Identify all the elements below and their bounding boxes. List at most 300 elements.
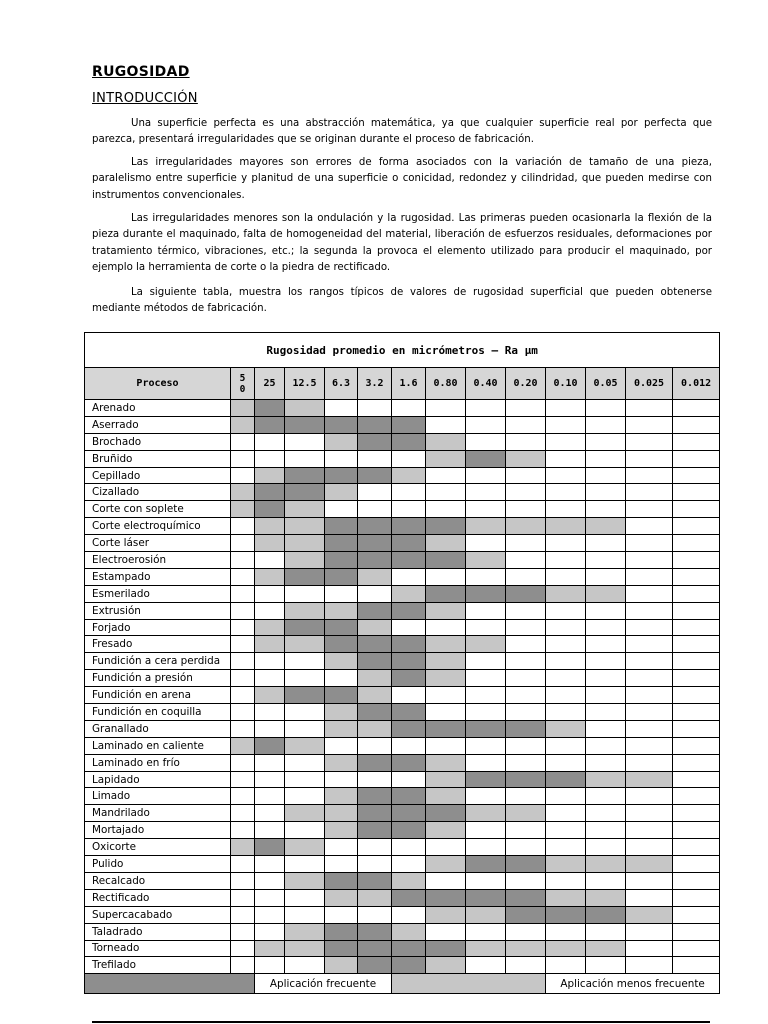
table-row [85,754,720,771]
cell-empty [506,501,546,518]
cell-empty [626,568,673,585]
cell-frequent [358,602,392,619]
cell-empty [673,416,720,433]
process-name: Estampado [85,568,231,585]
cell-frequent [285,467,325,484]
cell-empty [231,771,255,788]
table-row [85,484,720,501]
cell-empty [466,400,506,417]
cell-empty [546,636,586,653]
cell-frequent [358,535,392,552]
cell-frequent [325,518,358,535]
table-row [85,416,720,433]
cell-empty [255,771,285,788]
cell-less-frequent [325,754,358,771]
cell-empty [673,552,720,569]
cell-empty [673,720,720,737]
cell-less-frequent [231,839,255,856]
cell-empty [255,872,285,889]
cell-frequent [466,585,506,602]
cell-empty [626,416,673,433]
cell-less-frequent [285,400,325,417]
cell-empty [586,670,626,687]
cell-empty [586,805,626,822]
cell-less-frequent [285,839,325,856]
table-row [85,433,720,450]
cell-frequent [426,805,466,822]
cell-less-frequent [325,788,358,805]
cell-frequent [285,484,325,501]
cell-empty [358,400,392,417]
cell-frequent [426,940,466,957]
table-row [85,400,720,417]
cell-empty [546,805,586,822]
cell-less-frequent [358,670,392,687]
cell-frequent [392,602,426,619]
cell-empty [673,585,720,602]
cell-empty [626,467,673,484]
cell-empty [626,518,673,535]
cell-less-frequent [426,450,466,467]
cell-empty [231,636,255,653]
cell-empty [392,771,426,788]
cell-frequent [466,856,506,873]
column-header: 0.20 [506,368,546,400]
cell-empty [426,839,466,856]
column-header: 0.012 [673,368,720,400]
cell-empty [231,704,255,721]
cell-less-frequent [285,940,325,957]
cell-frequent [325,636,358,653]
cell-empty [586,872,626,889]
cell-frequent [358,704,392,721]
cell-less-frequent [426,957,466,974]
cell-empty [546,754,586,771]
table-row [85,906,720,923]
cell-empty [285,450,325,467]
cell-empty [626,788,673,805]
process-name: Fundición en arena [85,687,231,704]
table-row [85,889,720,906]
cell-less-frequent [325,704,358,721]
cell-frequent [325,467,358,484]
process-name: Mortajado [85,822,231,839]
cell-empty [586,619,626,636]
cell-empty [231,720,255,737]
cell-empty [546,653,586,670]
cell-empty [392,856,426,873]
cell-empty [285,906,325,923]
cell-less-frequent [285,737,325,754]
cell-empty [506,467,546,484]
cell-empty [466,923,506,940]
column-header: 3.2 [358,368,392,400]
table-row [85,957,720,974]
cell-less-frequent [426,771,466,788]
cell-less-frequent [546,518,586,535]
cell-frequent [358,822,392,839]
cell-empty [586,839,626,856]
cell-empty [626,636,673,653]
cell-empty [358,771,392,788]
cell-less-frequent [426,906,466,923]
cell-empty [285,704,325,721]
process-name: Cizallado [85,484,231,501]
cell-empty [586,450,626,467]
process-name: Arenado [85,400,231,417]
process-name: Torneado [85,940,231,957]
cell-empty [231,754,255,771]
cell-empty [586,467,626,484]
cell-frequent [255,416,285,433]
cell-frequent [358,872,392,889]
cell-frequent [358,636,392,653]
cell-empty [546,839,586,856]
cell-empty [231,805,255,822]
cell-empty [546,737,586,754]
cell-empty [466,754,506,771]
cell-empty [285,585,325,602]
column-header: 1.6 [392,368,426,400]
table-row [85,923,720,940]
cell-empty [426,416,466,433]
cell-empty [466,467,506,484]
cell-empty [673,737,720,754]
cell-empty [426,484,466,501]
cell-less-frequent [466,805,506,822]
cell-frequent [255,839,285,856]
cell-empty [546,484,586,501]
cell-empty [325,856,358,873]
cell-empty [506,923,546,940]
cell-empty [466,737,506,754]
cell-empty [392,484,426,501]
cell-empty [466,416,506,433]
cell-frequent [358,552,392,569]
cell-empty [285,720,325,737]
column-header-50 [231,368,255,400]
cell-empty [626,450,673,467]
cell-frequent [392,822,426,839]
cell-less-frequent [231,484,255,501]
table-row [85,602,720,619]
cell-frequent [285,687,325,704]
cell-empty [673,822,720,839]
cell-empty [231,940,255,957]
cell-empty [285,822,325,839]
cell-less-frequent [466,552,506,569]
cell-less-frequent [231,400,255,417]
cell-empty [586,737,626,754]
cell-empty [506,568,546,585]
cell-frequent [586,906,626,923]
cell-empty [255,433,285,450]
column-header-50-bottom: 0 [239,383,246,395]
table-row [85,687,720,704]
cell-empty [255,923,285,940]
table-row [85,585,720,602]
cell-less-frequent [255,535,285,552]
cell-empty [325,450,358,467]
cell-empty [392,687,426,704]
cell-empty [231,822,255,839]
cell-empty [466,501,506,518]
process-name: Corte láser [85,535,231,552]
cell-empty [506,788,546,805]
cell-frequent [392,552,426,569]
process-name: Mandrilado [85,805,231,822]
page-title: RUGOSIDAD [92,64,190,80]
table-row [85,670,720,687]
cell-empty [506,433,546,450]
cell-empty [466,535,506,552]
column-header: 0.10 [546,368,586,400]
cell-empty [546,822,586,839]
cell-frequent [255,484,285,501]
cell-empty [586,400,626,417]
cell-less-frequent [392,872,426,889]
cell-empty [255,450,285,467]
column-header: 0.05 [586,368,626,400]
cell-empty [626,619,673,636]
cell-frequent [255,501,285,518]
cell-empty [358,839,392,856]
cell-empty [285,889,325,906]
cell-empty [626,704,673,721]
cell-empty [546,552,586,569]
cell-empty [325,400,358,417]
cell-empty [586,687,626,704]
cell-frequent [358,416,392,433]
cell-frequent [426,552,466,569]
cell-frequent [325,872,358,889]
cell-empty [586,501,626,518]
cell-empty [626,940,673,957]
table-row [85,822,720,839]
cell-empty [285,653,325,670]
cell-empty [358,906,392,923]
cell-frequent [546,906,586,923]
cell-empty [586,754,626,771]
cell-frequent [392,433,426,450]
cell-empty [255,653,285,670]
cell-empty [506,484,546,501]
cell-less-frequent [285,552,325,569]
cell-frequent [426,889,466,906]
cell-less-frequent [255,619,285,636]
cell-less-frequent [506,518,546,535]
cell-empty [426,568,466,585]
cell-empty [426,704,466,721]
cell-frequent [392,957,426,974]
table-row [85,704,720,721]
cell-empty [466,568,506,585]
cell-frequent [392,704,426,721]
cell-empty [466,687,506,704]
cell-empty [231,467,255,484]
cell-empty [325,839,358,856]
cell-empty [673,535,720,552]
section-heading: INTRODUCCIÓN [92,91,198,106]
cell-empty [546,450,586,467]
cell-empty [255,906,285,923]
cell-empty [325,585,358,602]
cell-empty [673,467,720,484]
cell-empty [231,687,255,704]
cell-less-frequent [231,416,255,433]
cell-empty [673,940,720,957]
process-name: Fundición en coquilla [85,704,231,721]
cell-less-frequent [255,568,285,585]
cell-less-frequent [546,585,586,602]
cell-empty [586,822,626,839]
cell-empty [586,552,626,569]
cell-empty [392,400,426,417]
cell-empty [546,957,586,974]
cell-empty [506,822,546,839]
table-row [85,788,720,805]
process-name: Oxicorte [85,839,231,856]
cell-empty [626,889,673,906]
cell-empty [392,619,426,636]
cell-frequent [426,518,466,535]
cell-less-frequent [426,822,466,839]
cell-empty [506,535,546,552]
cell-empty [506,872,546,889]
table-row [85,501,720,518]
cell-less-frequent [546,856,586,873]
cell-empty [466,433,506,450]
cell-empty [673,872,720,889]
paragraph-4: La siguiente tabla, muestra los rangos típicos de valores de rugosidad superficial que pueden obtenerse mediante métodos de fabricación. [92,287,712,315]
cell-less-frequent [285,923,325,940]
cell-empty [255,720,285,737]
table-row [85,805,720,822]
cell-empty [626,839,673,856]
cell-empty [586,957,626,974]
column-header: 6.3 [325,368,358,400]
cell-empty [626,872,673,889]
cell-less-frequent [358,720,392,737]
cell-empty [546,704,586,721]
paragraph-2: Las irregularidades mayores son errores de forma asociados con la variación de tamaño de una pieza, paralelismo entre superficie y planitud de una superficie o conicidad, redondez y cilindridad, que pueden medirse con instrumentos convencionales. [92,157,712,201]
table-row [85,619,720,636]
cell-empty [466,670,506,687]
cell-frequent [325,619,358,636]
table-row [85,940,720,957]
cell-less-frequent [392,467,426,484]
cell-empty [231,923,255,940]
process-name: Laminado en frío [85,754,231,771]
cell-empty [673,856,720,873]
cell-frequent [392,416,426,433]
cell-empty [255,602,285,619]
cell-empty [586,720,626,737]
cell-empty [673,805,720,822]
cell-frequent [466,450,506,467]
cell-empty [586,416,626,433]
cell-empty [358,585,392,602]
cell-empty [231,568,255,585]
cell-empty [626,602,673,619]
cell-empty [626,535,673,552]
process-name: Electroerosión [85,552,231,569]
cell-empty [506,602,546,619]
cell-empty [546,501,586,518]
cell-empty [673,754,720,771]
cell-empty [506,636,546,653]
legend-less-frequent-swatch [392,974,546,994]
cell-frequent [506,720,546,737]
cell-empty [255,670,285,687]
table-caption: Rugosidad promedio en micrómetros – Ra µm [85,333,720,368]
cell-empty [626,737,673,754]
cell-empty [231,619,255,636]
cell-empty [546,568,586,585]
cell-empty [426,619,466,636]
cell-empty [231,856,255,873]
cell-empty [506,670,546,687]
cell-empty [673,568,720,585]
cell-empty [586,788,626,805]
cell-empty [586,568,626,585]
legend-row [85,974,720,994]
cell-empty [586,923,626,940]
cell-empty [673,670,720,687]
cell-empty [626,805,673,822]
cell-less-frequent [626,856,673,873]
footer-divider [92,1021,710,1023]
cell-empty [546,687,586,704]
cell-empty [673,788,720,805]
cell-empty [586,484,626,501]
cell-frequent [325,416,358,433]
cell-less-frequent [285,636,325,653]
cell-frequent [358,754,392,771]
cell-less-frequent [506,805,546,822]
cell-less-frequent [586,518,626,535]
process-name: Fundición a presión [85,670,231,687]
cell-empty [626,400,673,417]
cell-less-frequent [285,602,325,619]
cell-empty [673,957,720,974]
cell-frequent [506,889,546,906]
table-row [85,450,720,467]
roughness-table [84,332,720,994]
cell-less-frequent [392,923,426,940]
cell-empty [626,754,673,771]
cell-empty [255,957,285,974]
cell-empty [255,754,285,771]
cell-empty [546,433,586,450]
process-name: Extrusión [85,602,231,619]
cell-empty [325,501,358,518]
cell-frequent [392,889,426,906]
legend-less-frequent-label: Aplicación menos frecuente [546,974,720,994]
cell-empty [466,602,506,619]
table-row [85,552,720,569]
cell-less-frequent [255,687,285,704]
cell-empty [325,670,358,687]
cell-frequent [325,552,358,569]
cell-empty [586,535,626,552]
cell-empty [285,788,325,805]
cell-less-frequent [426,636,466,653]
cell-empty [673,518,720,535]
cell-empty [231,450,255,467]
cell-frequent [506,585,546,602]
process-name: Aserrado [85,416,231,433]
